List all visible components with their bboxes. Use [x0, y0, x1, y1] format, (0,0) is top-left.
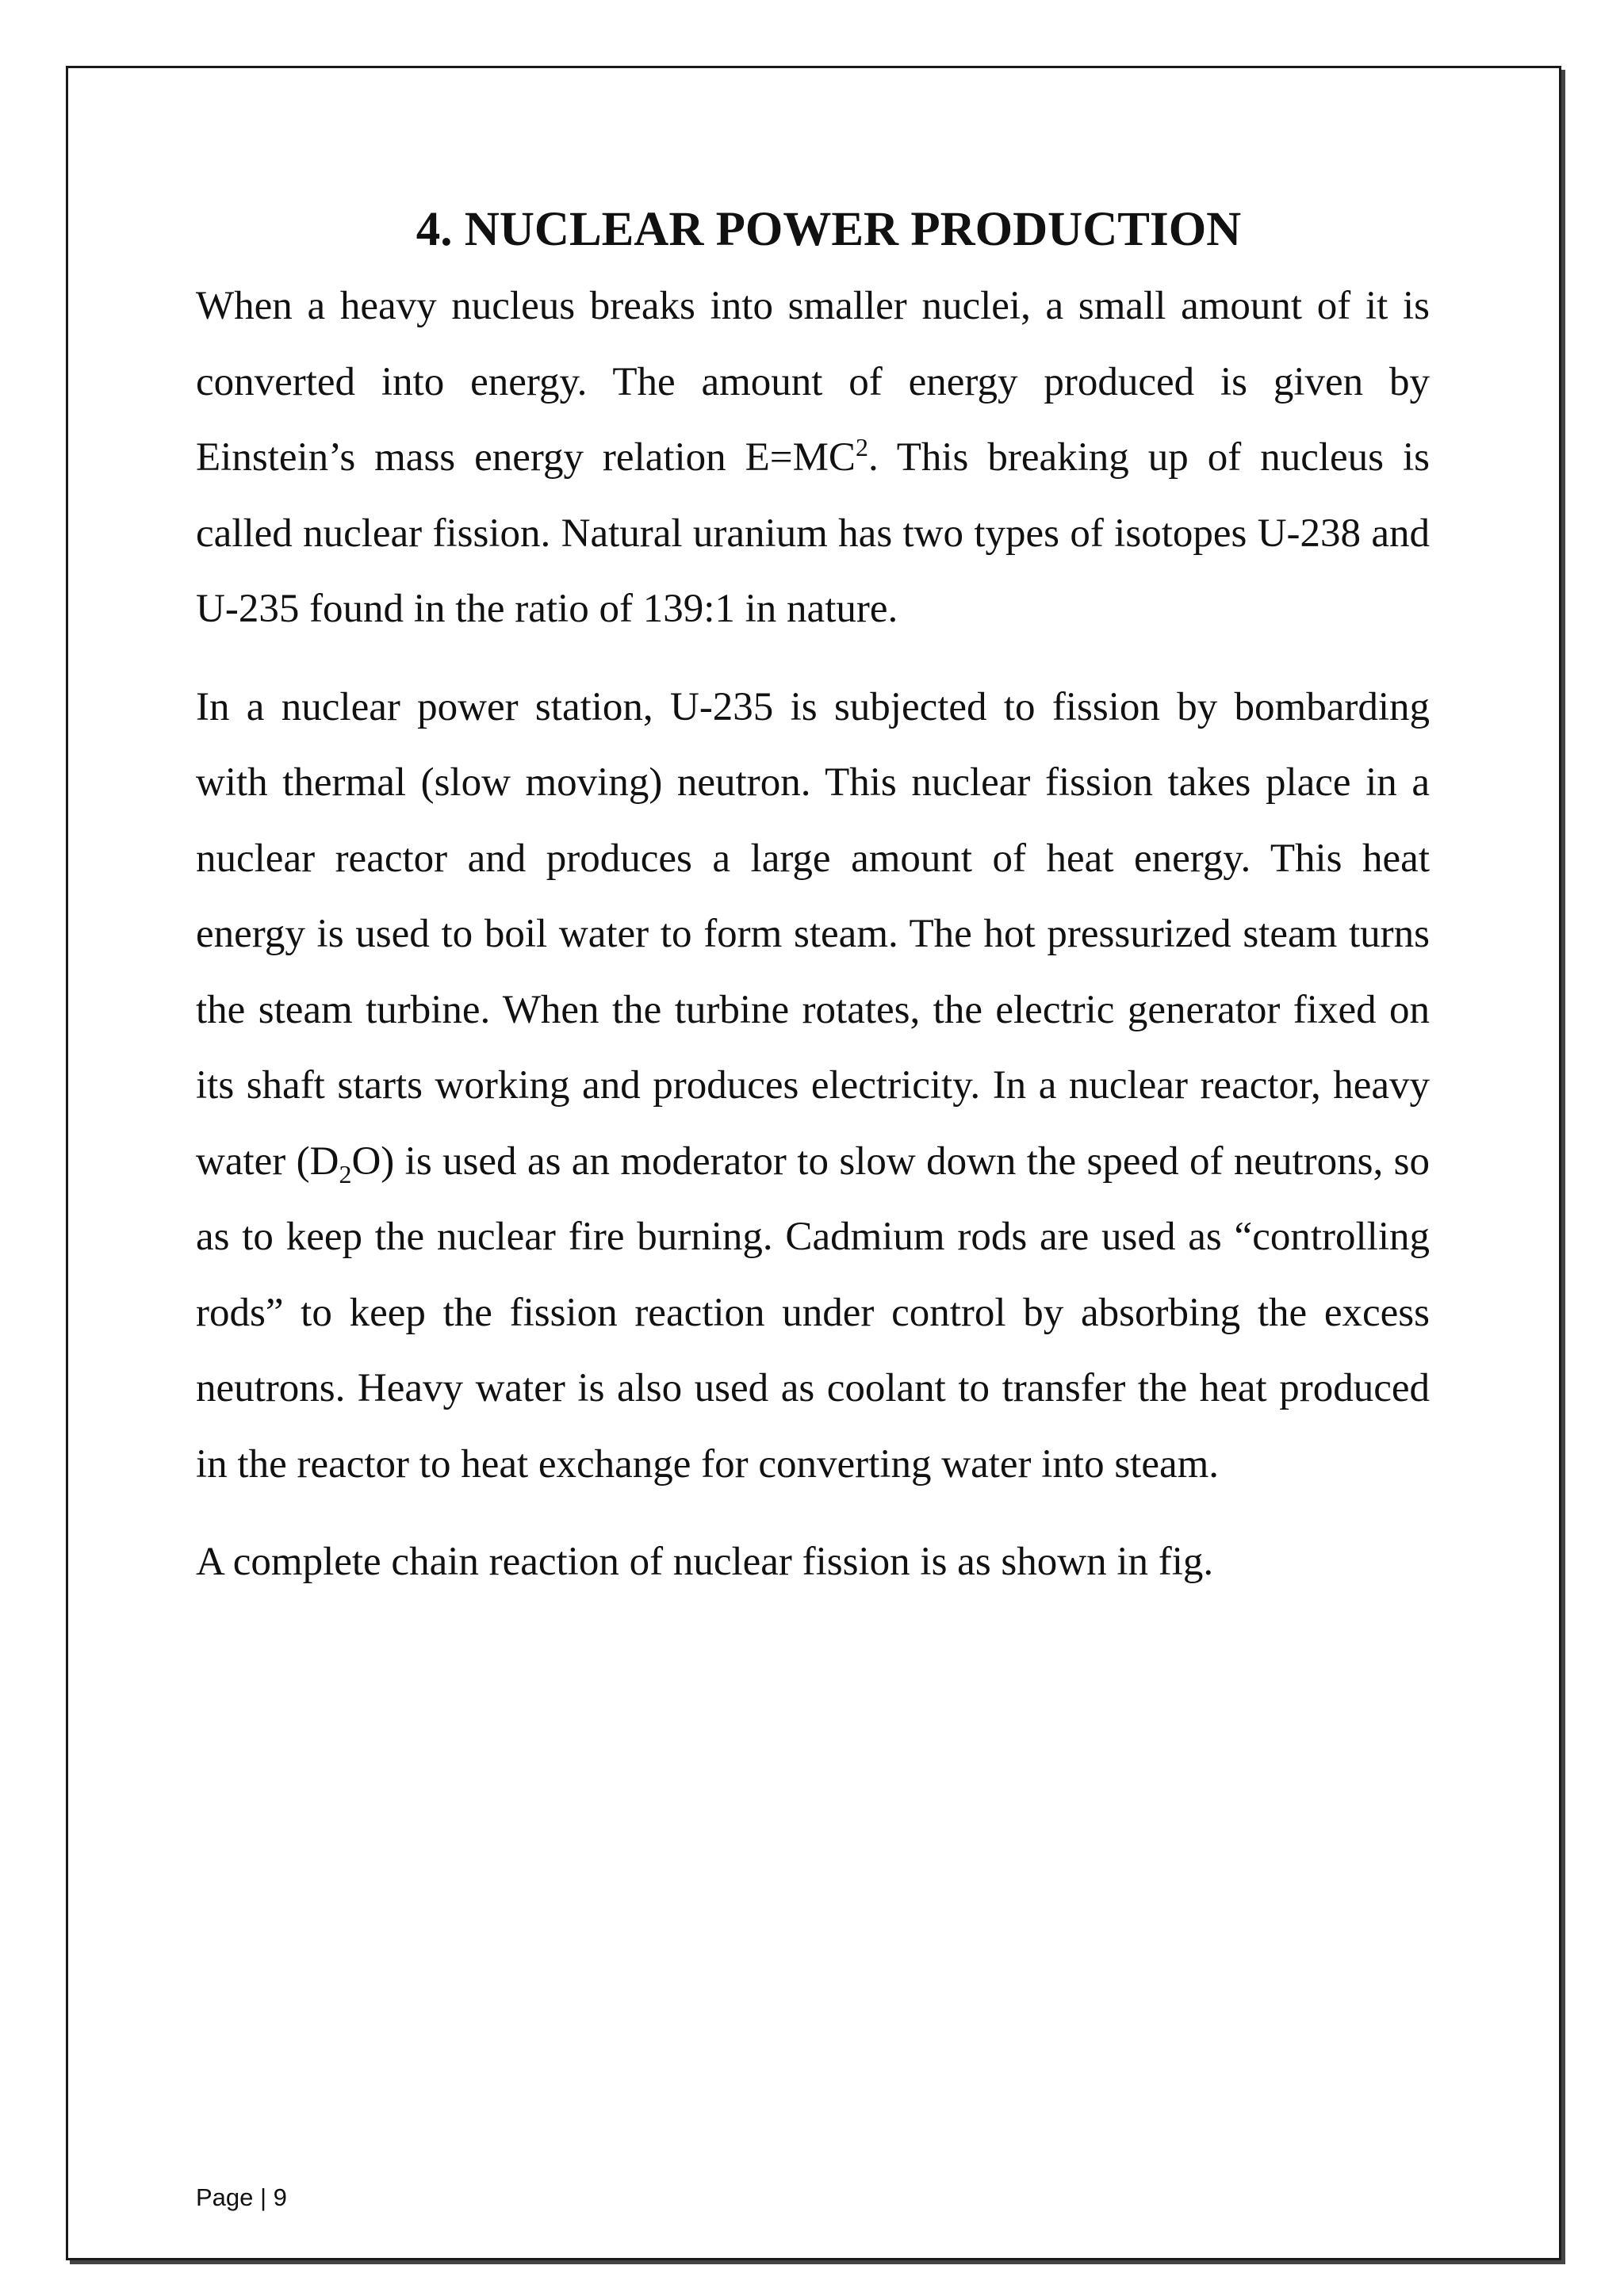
- paragraph-text: When a heavy nucleus breaks into smaller nuclei, a small amount of it is converted into energy. The amount of energy produced is given by Einstein’s mass energy relation E=MC: [196, 284, 1430, 480]
- paragraph-text: . This breaking up of nucleus is called nuclear fission. Natural uranium has two types of isotopes U-238 and U-235 found in the ratio of 139:1 in nature.: [196, 435, 1430, 631]
- superscript: 2: [855, 433, 868, 461]
- section-heading: 4. NUCLEAR POWER PRODUCTION: [416, 203, 1242, 256]
- document-body: [196, 194, 1430, 1601]
- paragraph-power-station: [196, 670, 1430, 1503]
- subscript: 2: [339, 1159, 352, 1188]
- paragraph-text: In a nuclear power station, U-235 is subjected to fission by bombarding with thermal (slow moving) neutron. This nuclear fission takes place in a nuclear reactor and produces a large amount of heat energy. This heat energy is used to boil water to form steam. The hot pressurized steam turns the steam turbine. When the turbine rotates, the electric generator fixed on its shaft starts working and produces electricity. In a nuclear reactor, heavy water (D: [196, 684, 1430, 1184]
- paragraph-chain-reaction: A complete chain reaction of nuclear fission is as shown in fig.: [196, 1540, 1214, 1584]
- paragraph-fission-intro: [196, 269, 1430, 648]
- page-number: Page | 9: [196, 2183, 287, 2211]
- paragraph-text: O) is used as an moderator to slow down the speed of neutrons, so as to keep the nuclear fire burning. Cadmium rods are used as “controlling rods” to keep the fission reaction under control by absorbing the excess neutrons. Heavy water is also used as coolant to transfer the heat produced in the reactor to heat exchange for converting water into steam.: [196, 1138, 1430, 1487]
